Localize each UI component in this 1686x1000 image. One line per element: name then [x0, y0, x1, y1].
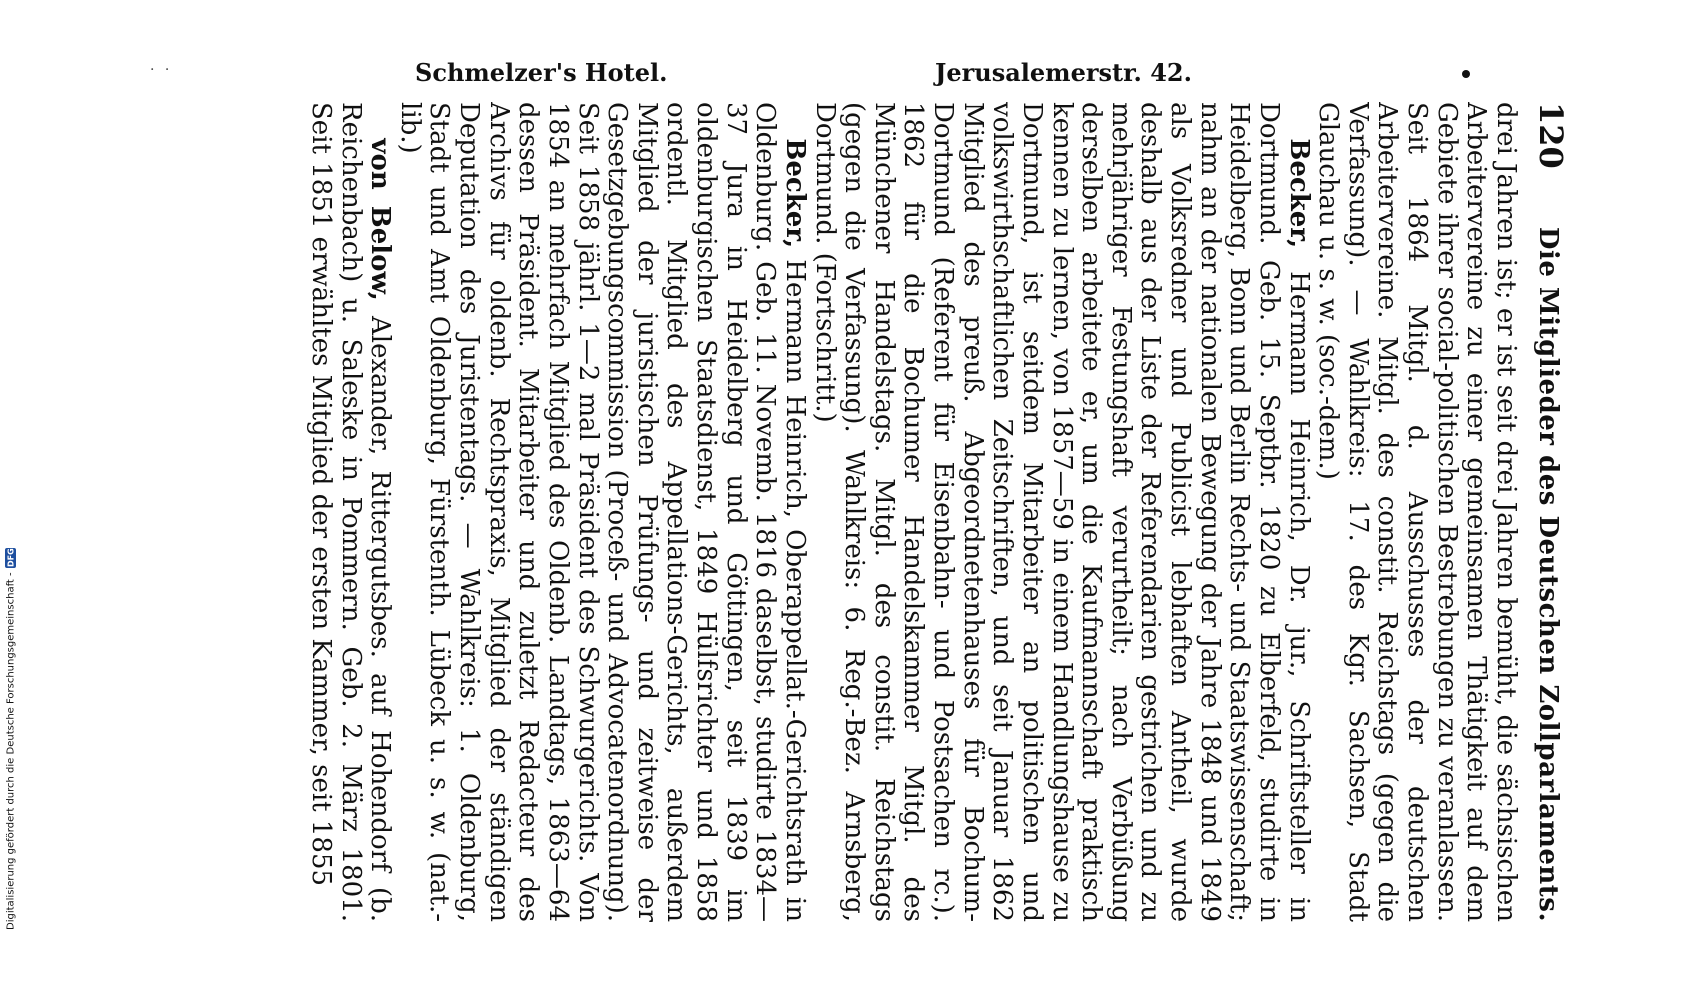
running-title: Die Mitglieder des Deutschen Zollparlaments.: [1533, 226, 1563, 922]
rotated-book-page: [160, 102, 1570, 922]
digitization-credit: [3, 528, 19, 930]
entry-paragraph: [1313, 102, 1520, 922]
body-text: [305, 102, 1520, 922]
page-number: 120: [1532, 102, 1570, 169]
entry-text: Alexander, Rittergutsbes. auf Hohendorf (b. Reichenbach) u. Saleske in Pommern. Geb. 2. März 1801. Seit 1851 erwähltes Mitglied der ersten Kammer, seit 1855: [306, 102, 396, 922]
entry-text: drei Jahren ist; er ist seit drei Jahren bemüht, die sächsischen Arbeitervereine zu einer gemeinsamen Thätigkeit auf dem Gebiete ihrer social-politischen Bestrebungen zu veranlassen. Seit 1864 Mitgl. d. Ausschusses der deutschen Arbeitervereine. Mitgl. des constit. Reichstags (gegen die Verfassung). — Wahlkreis: 17. des Kgr. Sachsen, Stadt Glauchau u. s. w. (soc.-dem.): [1313, 102, 1521, 922]
page-header: [1532, 102, 1570, 922]
entry-name: Becker,: [1283, 138, 1314, 249]
digitization-credit-text: Digitalisierung gefördert durch die Deutsche Forschungsgemeinschaft -: [5, 572, 17, 930]
entry-name: Becker,: [780, 138, 810, 249]
bullet-mark: [1462, 70, 1470, 78]
entry-text: Hermann Heinrich, Oberappellat.-Gerichtsrath in Oldenburg. Geb. 11. Novemb. 1816 daselbst, studirte 1834—37 Jura in Heidelberg und Göttingen, seit 1839 im oldenburgischen Staatsdienst, 1849 Hülfsrichter und 1858 ordentl. Mitglied des Appellations-Gerichts, außerdem Mitglied der juristischen Prüfungs- und zeitweise der Gesetzgebungscommission (Proceß- und Advocatenordnung). Seit 1858 jährl. 1—2 mal Präsident des Schwurgerichts. Von 1854 an mehrfach Mitglied des Oldenb. Landtags, 1863—64 dessen Präsident. Mitarbeiter und zuletzt Redacteur des Archivs für oldenb. Rechtspraxis, Mitglied der ständigen Deputation des Juristentags. — Wahlkreis: 1. Oldenburg, Stadt und Amt Oldenburg, Fürstenth. Lübeck u. s. w. (nat.-lib.): [394, 102, 810, 922]
header-street-address: Jerusalemerstr. 42.: [935, 58, 1192, 87]
top-left-marks: · ·: [150, 62, 173, 78]
entry-paragraph: [305, 102, 394, 922]
entry-name: von Below,: [365, 138, 396, 301]
entry-text: Hermann Heinrich, Dr. jur., Schriftsteller in Dortmund. Geb. 15. Septbr. 1820 zu Elberfeld, studirte in Heidelberg, Bonn und Berlin Rechts- und Staatswissenschaft; nahm an der nationalen Bewegung der Jahre 1848 und 1849 als Volksredner und Publicist lebhaften Antheil, wurde deshalb aus der Liste der Referendarien gestrichen und zu mehrjähriger Festungshaft verurtheilt; nach Verbüßung derselben arbeitete er, um die Kaufmannschaft praktisch kennen zu lernen, von 1857—59 in einem Handlungshause zu Dortmund, ist seitdem Mitarbeiter an politischen und volkswirthschaftlichen Zeitschriften, und seit Januar 1862 Mitglied des preuß. Abgeordnetenhauses für Bochum-Dortmund (Referent für Eisenbahn- und Postsachen rc.). 1862 für die Bochumer Handelskammer Mitgl. des Münchener Handelstags. Mitgl. des constit. Reichstags (gegen die Verfassung). Wahlkreis: 6. Reg.-Bez. Arnsberg, Dortmund. (Fortschritt.): [809, 102, 1314, 922]
entry-paragraph: [394, 102, 809, 922]
dfg-logo: DFG: [6, 548, 16, 568]
entry-paragraph: [809, 102, 1313, 922]
header-hotel-name: Schmelzer's Hotel.: [415, 58, 668, 87]
